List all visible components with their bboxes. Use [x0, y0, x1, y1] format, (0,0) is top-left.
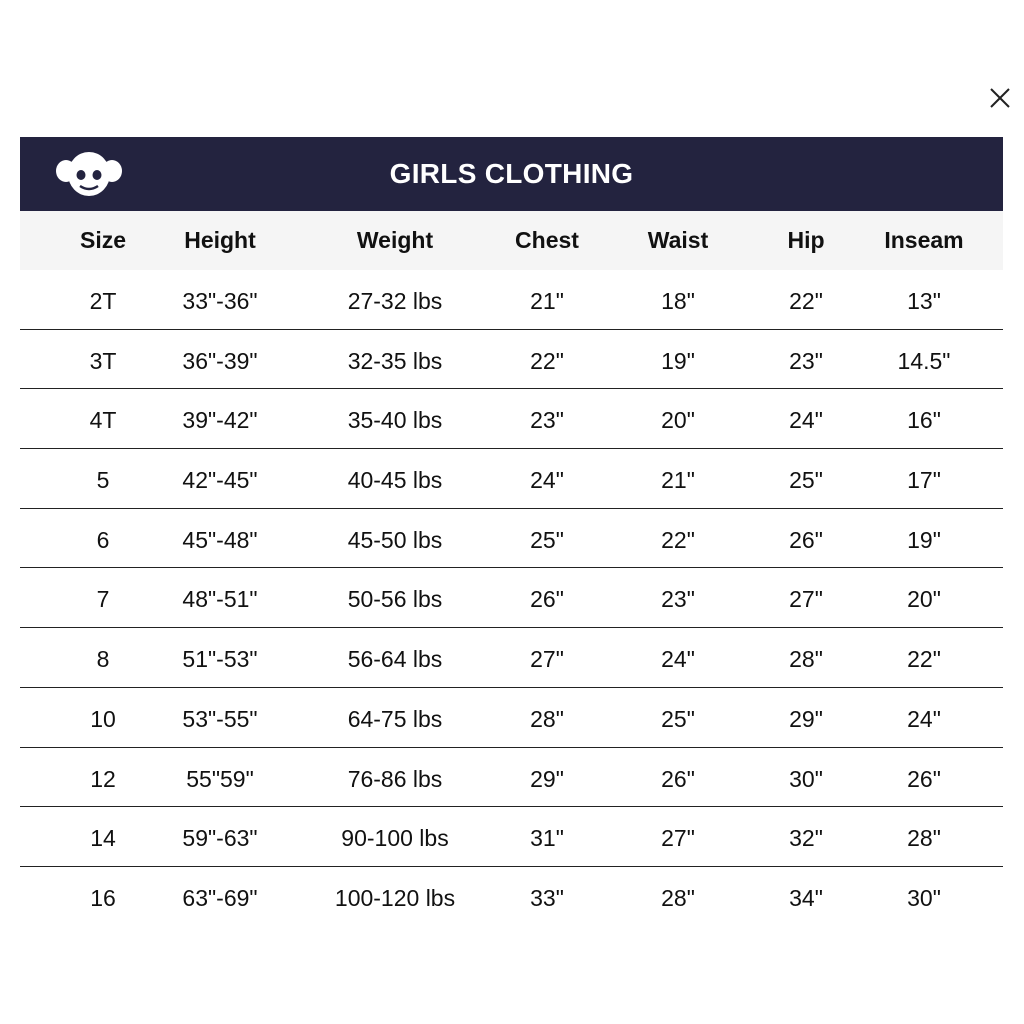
table-cell: 21"	[661, 467, 695, 494]
table-cell: 10	[90, 705, 116, 732]
table-cell: 23"	[789, 347, 823, 374]
table-cell: 90-100 lbs	[341, 825, 449, 852]
table-row	[20, 449, 1003, 509]
table-row	[20, 270, 1003, 330]
table-cell: 5	[96, 467, 110, 494]
table-cell: 27-32 lbs	[347, 288, 443, 314]
table-cell: 51"-53"	[182, 646, 258, 673]
table-cell: 6	[96, 526, 110, 553]
table-cell: 45"-48"	[182, 526, 258, 553]
table-cell: 18"	[661, 288, 695, 314]
table-cell: 27"	[789, 586, 823, 613]
table-cell: 23"	[661, 586, 695, 613]
column-header: Inseam	[884, 227, 964, 253]
table-cell: 20"	[907, 586, 941, 613]
table-cell: 39"-42"	[182, 407, 258, 434]
table-cell: 7	[96, 586, 110, 613]
table-cell: 14	[90, 825, 116, 852]
table-cell: 26"	[789, 526, 823, 553]
table-body	[20, 270, 1003, 927]
table-cell: 16"	[907, 407, 941, 434]
column-header: Hip	[787, 227, 825, 253]
table-cell: 20"	[661, 407, 695, 434]
table-cell: 25"	[661, 705, 695, 732]
table-cell: 4T	[89, 407, 117, 434]
table-row	[20, 688, 1003, 748]
table-cell: 21"	[530, 288, 564, 314]
table-cell: 26"	[530, 586, 564, 613]
table-cell: 48"-51"	[182, 586, 258, 613]
table-cell: 19"	[661, 347, 695, 374]
table-cell: 28"	[789, 646, 823, 673]
title-bar	[20, 137, 1003, 211]
table-cell: 8	[96, 646, 110, 673]
table-cell: 24"	[907, 705, 941, 732]
table-cell: 50-56 lbs	[347, 586, 443, 613]
table-cell: 24"	[661, 646, 695, 673]
table-cell: 35-40 lbs	[347, 407, 443, 434]
table-cell: 16	[90, 884, 116, 911]
table-cell: 22"	[789, 288, 823, 314]
table-cell: 30"	[907, 884, 941, 911]
column-header: Waist	[647, 227, 709, 253]
column-header: Height	[184, 227, 256, 253]
table-row	[20, 628, 1003, 688]
table-cell: 59"-63"	[182, 825, 258, 852]
table-cell: 32"	[789, 825, 823, 852]
table-cell: 40-45 lbs	[347, 467, 443, 494]
table-row	[20, 867, 1003, 927]
table-cell: 63"-69"	[182, 884, 258, 911]
close-button[interactable]	[986, 84, 1014, 112]
table-cell: 45-50 lbs	[347, 526, 443, 553]
table-cell: 34"	[789, 884, 823, 911]
table-cell: 26"	[661, 765, 695, 792]
table-cell: 28"	[907, 825, 941, 852]
table-cell: 26"	[907, 765, 941, 792]
table-cell: 36"-39"	[182, 347, 258, 374]
table-cell: 14.5"	[897, 347, 951, 374]
table-cell: 55"59"	[186, 765, 254, 792]
table-cell: 33"-36"	[182, 288, 258, 314]
table-cell: 32-35 lbs	[347, 347, 443, 374]
table-row	[20, 568, 1003, 628]
table-cell: 28"	[530, 705, 564, 732]
monkey-logo-icon	[56, 151, 122, 197]
table-cell: 56-64 lbs	[347, 646, 443, 673]
table-cell: 27"	[661, 825, 695, 852]
size-chart	[20, 137, 1003, 927]
table-cell: 29"	[789, 705, 823, 732]
table-cell: 17"	[907, 467, 941, 494]
table-cell: 22"	[661, 526, 695, 553]
table-header	[20, 211, 1003, 270]
table-cell: 22"	[907, 646, 941, 673]
table-cell: 30"	[789, 765, 823, 792]
table-cell: 25"	[789, 467, 823, 494]
table-cell: 28"	[661, 884, 695, 911]
table-row	[20, 509, 1003, 569]
table-row	[20, 389, 1003, 449]
column-header: Size	[79, 227, 127, 253]
table-cell: 100-120 lbs	[334, 884, 456, 911]
table-cell: 76-86 lbs	[347, 765, 443, 792]
column-header: Weight	[356, 227, 434, 253]
table-cell: 24"	[789, 407, 823, 434]
column-header: Chest	[515, 227, 579, 253]
table-cell: 25"	[530, 526, 564, 553]
table-cell: 27"	[530, 646, 564, 673]
table-cell: 29"	[530, 765, 564, 792]
table-cell: 22"	[530, 347, 564, 374]
table-row	[20, 748, 1003, 808]
table-cell: 31"	[530, 825, 564, 852]
table-cell: 42"-45"	[182, 467, 258, 494]
chart-title: GIRLS CLOTHING	[389, 158, 634, 189]
table-cell: 64-75 lbs	[347, 705, 443, 732]
table-cell: 33"	[530, 884, 564, 911]
table-cell: 13"	[907, 288, 941, 314]
table-row	[20, 807, 1003, 867]
table-cell: 24"	[530, 467, 564, 494]
table-cell: 3T	[89, 347, 117, 374]
table-cell: 19"	[907, 526, 941, 553]
close-icon	[986, 84, 1014, 112]
table-cell: 53"-55"	[182, 705, 258, 732]
table-cell: 23"	[530, 407, 564, 434]
table-row	[20, 330, 1003, 390]
table-cell: 2T	[89, 288, 117, 314]
table-cell: 12	[90, 765, 116, 792]
